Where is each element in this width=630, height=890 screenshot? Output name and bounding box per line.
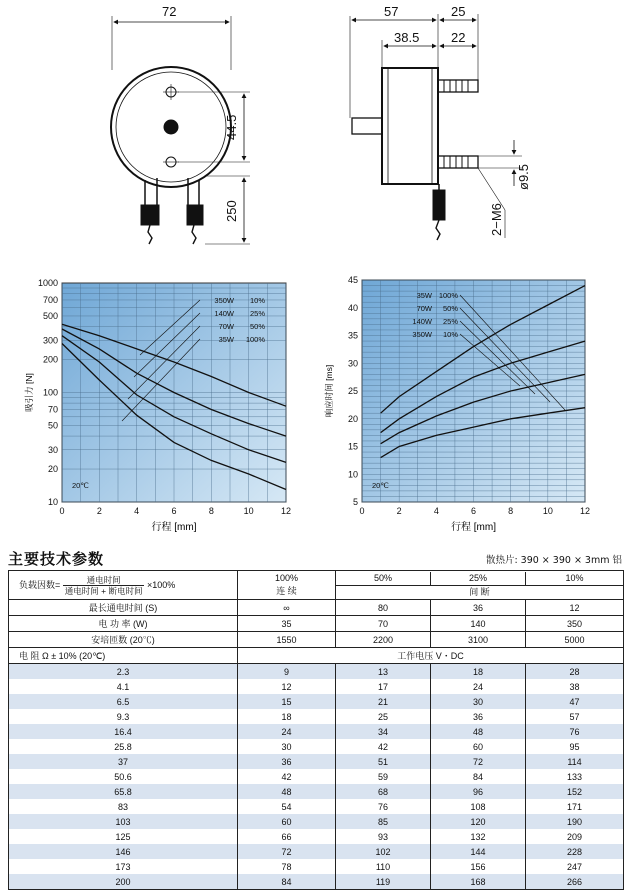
voltage-cell: 84 [238, 874, 336, 890]
voltage-cell: 78 [238, 859, 336, 874]
voltage-cell: 72 [431, 754, 526, 769]
voltage-cell: 108 [431, 799, 526, 814]
section-title: 主要技术参数 [8, 550, 105, 568]
spec-label [9, 632, 238, 648]
spec-cell: 2200 [336, 632, 431, 648]
voltage-cell: 171 [526, 799, 624, 814]
voltage-cell: 76 [526, 724, 624, 739]
spec-row [9, 600, 624, 616]
resistance-label: 电 阻 Ω ± 10% (20℃) [9, 648, 238, 664]
legend-duty: 25% [442, 317, 458, 326]
voltage-cell: 168 [431, 874, 526, 890]
voltage-cell: 59 [336, 769, 431, 784]
spec-cell: 36 [431, 600, 526, 616]
y-tick-label: 5 [352, 497, 358, 507]
legend-duty: 100% [438, 291, 458, 300]
voltage-cell: 68 [336, 784, 431, 799]
spec-cell: 1550 [238, 632, 336, 648]
force-chart [0, 270, 300, 545]
table-row [9, 769, 624, 784]
force-chart-svg [0, 270, 300, 545]
duty-numerator: 通电时间 [63, 575, 145, 586]
voltage-cell: 84 [431, 769, 526, 784]
voltage-cell: 57 [526, 709, 624, 724]
y-tick-label: 700 [42, 294, 58, 305]
voltage-cell: 36 [431, 709, 526, 724]
x-tick-label: 10 [243, 506, 254, 516]
dim-shaft-length: 25 [451, 4, 466, 19]
y-tick-label: 30 [47, 444, 58, 455]
table-row [9, 664, 624, 680]
voltage-cell: 156 [431, 859, 526, 874]
spec-cell: 80 [336, 600, 431, 616]
voltage-cell: 36 [238, 754, 336, 769]
voltage-cell: 24 [238, 724, 336, 739]
y-tick-label: 50 [47, 420, 58, 431]
y-axis-label: 吸引力 [N] [24, 373, 34, 412]
x-tick-label: 2 [396, 506, 402, 516]
spec-unit: (S) [142, 602, 158, 613]
heatsink-note: 散热片: 390 × 390 × 3mm 铝 [485, 555, 622, 566]
legend-duty: 100% [245, 335, 265, 344]
y-tick-label: 25 [347, 386, 358, 396]
spec-cell: 12 [526, 600, 624, 616]
x-tick-label: 0 [359, 506, 365, 516]
col-10-header: 10% [565, 572, 584, 583]
duty-suffix: ×100% [147, 579, 176, 590]
resistance-cell: 200 [9, 874, 238, 890]
voltage-cell: 60 [431, 739, 526, 754]
spec-cell: 350 [526, 616, 624, 632]
spec-label-text: 最长通电时间 [88, 602, 143, 613]
voltage-cell: 114 [526, 754, 624, 769]
y-tick-label: 70 [47, 404, 58, 415]
x-tick-label: 8 [508, 506, 514, 516]
voltage-cell: 228 [526, 844, 624, 859]
dim-width: 72 [162, 4, 177, 19]
dim-shaft-diameter: ø9.5 [516, 163, 531, 190]
spec-row [9, 632, 624, 648]
legend-watt: 70W [416, 304, 432, 313]
y-tick-label: 35 [347, 330, 358, 341]
spec-unit: (20℃) [127, 634, 155, 645]
x-axis-label: 行程 [mm] [151, 522, 197, 533]
spec-unit: (W) [130, 618, 148, 629]
voltage-cell: 42 [336, 739, 431, 754]
voltage-label: 工作电压 V・DC [238, 648, 624, 664]
y-tick-label: 100 [42, 387, 58, 398]
voltage-cell: 51 [336, 754, 431, 769]
y-tick-label: 30 [347, 358, 358, 369]
spec-cell: 3100 [431, 632, 526, 648]
resistance-cell: 50.6 [9, 769, 238, 784]
x-tick-label: 2 [96, 506, 102, 516]
duty-label: 负载因数= [19, 579, 61, 590]
spec-label [9, 600, 238, 616]
spec-cell: 70 [336, 616, 431, 632]
voltage-cell: 21 [336, 694, 431, 709]
technical-drawing [0, 0, 630, 265]
voltage-cell: 133 [526, 769, 624, 784]
resistance-cell: 83 [9, 799, 238, 814]
table-row [9, 829, 624, 844]
x-tick-label: 10 [542, 506, 553, 516]
voltage-cell: 144 [431, 844, 526, 859]
table-header-row [9, 571, 624, 600]
legend-watt: 140W [214, 309, 234, 318]
intermittent-label: 间 断 [469, 586, 490, 597]
y-tick-label: 200 [42, 354, 58, 365]
voltage-cell: 76 [336, 799, 431, 814]
x-tick-label: 8 [208, 506, 214, 516]
legend-watt: 140W [412, 317, 432, 326]
voltage-cell: 18 [431, 664, 526, 680]
table-row [9, 784, 624, 799]
table-row [9, 754, 624, 769]
response-chart [310, 270, 620, 545]
resistance-cell: 146 [9, 844, 238, 859]
voltage-cell: 119 [336, 874, 431, 890]
spec-cell: 140 [431, 616, 526, 632]
voltage-cell: 54 [238, 799, 336, 814]
table-row [9, 844, 624, 859]
spec-row [9, 616, 624, 632]
table-row [9, 814, 624, 829]
voltage-cell: 15 [238, 694, 336, 709]
section-header [8, 548, 624, 568]
table-row [9, 739, 624, 754]
voltage-cell: 13 [336, 664, 431, 680]
table-row [9, 859, 624, 874]
voltage-cell: 12 [238, 679, 336, 694]
table-row [9, 694, 624, 709]
legend-watt: 350W [214, 296, 234, 305]
x-axis-label: 行程 [mm] [451, 522, 496, 533]
voltage-cell: 102 [336, 844, 431, 859]
y-tick-label: 1000 [37, 278, 58, 288]
y-tick-label: 10 [347, 469, 358, 480]
y-tick-label: 45 [347, 275, 358, 285]
voltage-cell: 28 [526, 664, 624, 680]
resistance-cell: 103 [9, 814, 238, 829]
voltage-cell: 24 [431, 679, 526, 694]
x-tick-label: 4 [433, 506, 439, 516]
voltage-cell: 66 [238, 829, 336, 844]
dim-thread: 2−M6 [489, 203, 504, 236]
legend-watt: 35W [416, 291, 432, 300]
voltage-cell: 93 [336, 829, 431, 844]
table-row [9, 799, 624, 814]
table-row [9, 679, 624, 694]
resistance-cell: 2.3 [9, 664, 238, 680]
y-tick-label: 10 [47, 497, 58, 507]
legend-duty: 10% [442, 330, 458, 339]
temperature-label: 20℃ [72, 481, 89, 490]
resistance-cell: 65.8 [9, 784, 238, 799]
resistance-cell: 25.8 [9, 739, 238, 754]
spec-cell: 5000 [526, 632, 624, 648]
voltage-cell: 266 [526, 874, 624, 890]
x-tick-label: 6 [470, 506, 477, 516]
voltage-cell: 60 [238, 814, 336, 829]
voltage-cell: 47 [526, 694, 624, 709]
resistance-header-row [9, 648, 624, 664]
x-tick-label: 6 [171, 506, 177, 516]
col-100-label: 100% [274, 573, 299, 583]
duty-denominator: 通电时间 + 断电时间 [64, 585, 143, 596]
legend-duty: 10% [249, 296, 265, 305]
voltage-cell: 30 [238, 739, 336, 754]
voltage-cell: 30 [431, 694, 526, 709]
voltage-cell: 48 [431, 724, 526, 739]
voltage-cell: 72 [238, 844, 336, 859]
resistance-cell: 16.4 [9, 724, 238, 739]
spec-cell: 35 [238, 616, 336, 632]
voltage-cell: 247 [526, 859, 624, 874]
spec-label [9, 616, 238, 632]
dim-overall-depth: 57 [384, 4, 399, 19]
x-tick-label: 12 [280, 506, 292, 516]
voltage-cell: 190 [526, 814, 624, 829]
y-axis-label: 响应时间 [ms] [324, 364, 334, 418]
voltage-cell: 132 [431, 829, 526, 844]
spec-label-text: 电 功 率 [98, 618, 131, 629]
legend-duty: 50% [442, 304, 458, 313]
voltage-cell: 96 [431, 784, 526, 799]
dim-shaft-ext: 22 [451, 30, 466, 45]
x-tick-label: 12 [579, 506, 591, 516]
col-100-header [238, 571, 336, 600]
resistance-cell: 4.1 [9, 679, 238, 694]
voltage-cell: 48 [238, 784, 336, 799]
y-tick-label: 20 [47, 464, 58, 475]
col-25-header: 25% [431, 572, 526, 585]
x-tick-label: 0 [59, 506, 65, 516]
voltage-cell: 152 [526, 784, 624, 799]
dim-lead-length: 250 [224, 200, 239, 222]
dim-body-depth: 38.5 [394, 30, 420, 45]
voltage-cell: 120 [431, 814, 526, 829]
col-100-sub: 连 续 [276, 586, 297, 596]
voltage-cell: 34 [336, 724, 431, 739]
legend-watt: 350W [412, 330, 432, 339]
y-tick-label: 20 [347, 413, 358, 424]
temperature-label: 20℃ [372, 481, 389, 490]
table-row [9, 874, 624, 890]
resistance-cell: 173 [9, 859, 238, 874]
dim-hole-spacing: 44.5 [224, 114, 239, 140]
legend-duty: 25% [249, 309, 265, 318]
voltage-cell: 85 [336, 814, 431, 829]
resistance-cell: 9.3 [9, 709, 238, 724]
voltage-cell: 38 [526, 679, 624, 694]
x-tick-label: 4 [134, 506, 140, 516]
y-tick-label: 300 [42, 335, 58, 346]
y-tick-label: 40 [347, 302, 358, 313]
voltage-cell: 95 [526, 739, 624, 754]
col-intermittent-header [336, 571, 624, 600]
y-tick-label: 500 [42, 310, 58, 321]
spec-cell: ∞ [238, 600, 336, 616]
legend-duty: 50% [249, 322, 265, 331]
response-chart-svg [310, 270, 620, 545]
legend-watt: 70W [218, 322, 234, 331]
resistance-cell: 6.5 [9, 694, 238, 709]
voltage-cell: 18 [238, 709, 336, 724]
voltage-cell: 209 [526, 829, 624, 844]
y-tick-label: 15 [347, 441, 358, 452]
duty-fraction [63, 575, 145, 596]
voltage-cell: 9 [238, 664, 336, 680]
voltage-cell: 17 [336, 679, 431, 694]
legend-watt: 35W [218, 335, 234, 344]
table-row [9, 709, 624, 724]
voltage-cell: 25 [336, 709, 431, 724]
voltage-cell: 110 [336, 859, 431, 874]
spec-label-text: 安培匝数 [91, 634, 128, 645]
col-50-header: 50% [336, 572, 431, 585]
spec-table [8, 570, 624, 890]
voltage-cell: 42 [238, 769, 336, 784]
resistance-cell: 37 [9, 754, 238, 769]
resistance-cell: 125 [9, 829, 238, 844]
table-row [9, 724, 624, 739]
duty-formula [9, 571, 238, 600]
